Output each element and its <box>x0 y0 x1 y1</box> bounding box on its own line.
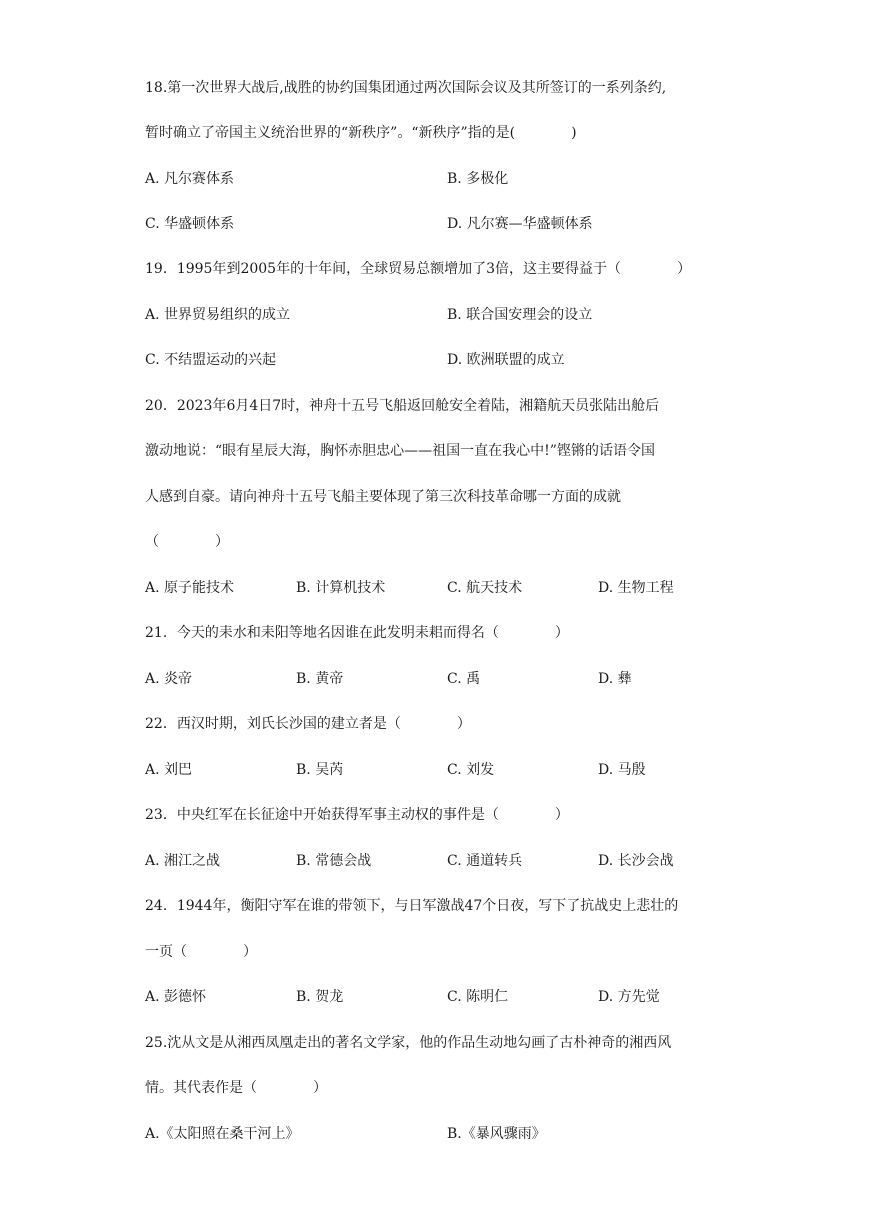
question-20-option-c: C. 航天技术 <box>447 580 523 596</box>
question-20-option-d: D. 生物工程 <box>598 580 674 596</box>
question-23-option-b: B. 常德会战 <box>296 853 372 869</box>
question-19-option-d: D. 欧洲联盟的成立 <box>447 352 565 368</box>
question-19-line-1: 19．1995年到2005年的十年间，全球贸易总额增加了3倍，这主要得益于（ ） <box>145 261 691 277</box>
question-22-option-b: B. 吴芮 <box>296 762 344 778</box>
question-24-option-b: B. 贺龙 <box>296 989 344 1005</box>
question-20-line-2: 激动地说：“眼有星辰大海，胸怀赤胆忠心——祖国一直在我心中!”铿锵的话语令国 <box>145 443 655 459</box>
question-22-option-c: C. 刘发 <box>447 762 495 778</box>
question-18-option-a: A. 凡尔赛体系 <box>145 171 235 187</box>
question-22-option-d: D. 马殷 <box>598 762 646 778</box>
question-23-option-a: A. 湘江之战 <box>145 853 221 869</box>
question-24-line-1: 24．1944年，衡阳守军在谁的带领下，与日军激战47个日夜，写下了抗战史上悲壮的 <box>145 898 679 914</box>
question-20-option-a: A. 原子能技术 <box>145 580 235 596</box>
question-21-option-d: D. 彝 <box>598 671 632 687</box>
question-20-line-1: 20．2023年6月4日7时，神舟十五号飞船返回舱安全着陆，湘籍航天员张陆出舱后 <box>145 398 660 414</box>
question-25-line-1: 25.沈从文是从湘西凤凰走出的著名文学家，他的作品生动地勾画了古朴神奇的湘西风 <box>145 1035 672 1051</box>
question-24-line-2: 一页（ ） <box>145 944 257 960</box>
question-18-line-1: 18.第一次世界大战后,战胜的协约国集团通过两次国际会议及其所签订的一系列条约, <box>145 80 667 96</box>
question-20-option-b: B. 计算机技术 <box>296 580 386 596</box>
question-24-option-d: D. 方先觉 <box>598 989 660 1005</box>
question-25-line-2: 情。其代表作是（ ） <box>145 1080 327 1096</box>
question-21-option-b: B. 黄帝 <box>296 671 344 687</box>
question-20-line-4: （ ） <box>145 534 229 550</box>
question-18-line-2: 暂时确立了帝国主义统治世界的“新秩序”。“新秩序”指的是( ) <box>145 125 577 141</box>
question-18-option-d: D. 凡尔赛—华盛顿体系 <box>447 216 593 232</box>
question-19-option-b: B. 联合国安理会的设立 <box>447 307 593 323</box>
question-21-line-1: 21．今天的耒水和耒阳等地名因谁在此发明耒耜而得名（ ） <box>145 625 569 641</box>
question-22-line-1: 22．西汉时期，刘氏长沙国的建立者是（ ） <box>145 716 471 732</box>
question-22-option-a: A. 刘巴 <box>145 762 193 778</box>
question-23-line-1: 23．中央红军在长征途中开始获得军事主动权的事件是（ ） <box>145 807 569 823</box>
question-24-option-a: A. 彭德怀 <box>145 989 207 1005</box>
question-21-option-a: A. 炎帝 <box>145 671 193 687</box>
question-23-option-c: C. 通道转兵 <box>447 853 523 869</box>
question-19-option-a: A. 世界贸易组织的成立 <box>145 307 291 323</box>
question-23-option-d: D. 长沙会战 <box>598 853 674 869</box>
question-18-option-b: B. 多极化 <box>447 171 509 187</box>
question-18-option-c: C. 华盛顿体系 <box>145 216 235 232</box>
question-21-option-c: C. 禹 <box>447 671 481 687</box>
question-20-line-3: 人感到自豪。请向神舟十五号飞船主要体现了第三次科技革命哪一方面的成就 <box>145 489 621 505</box>
question-25-option-a: A.《太阳照在桑干河上》 <box>145 1126 300 1142</box>
question-19-option-c: C. 不结盟运动的兴起 <box>145 352 277 368</box>
question-25-option-b: B.《暴风骤雨》 <box>447 1126 546 1142</box>
question-24-option-c: C. 陈明仁 <box>447 989 509 1005</box>
